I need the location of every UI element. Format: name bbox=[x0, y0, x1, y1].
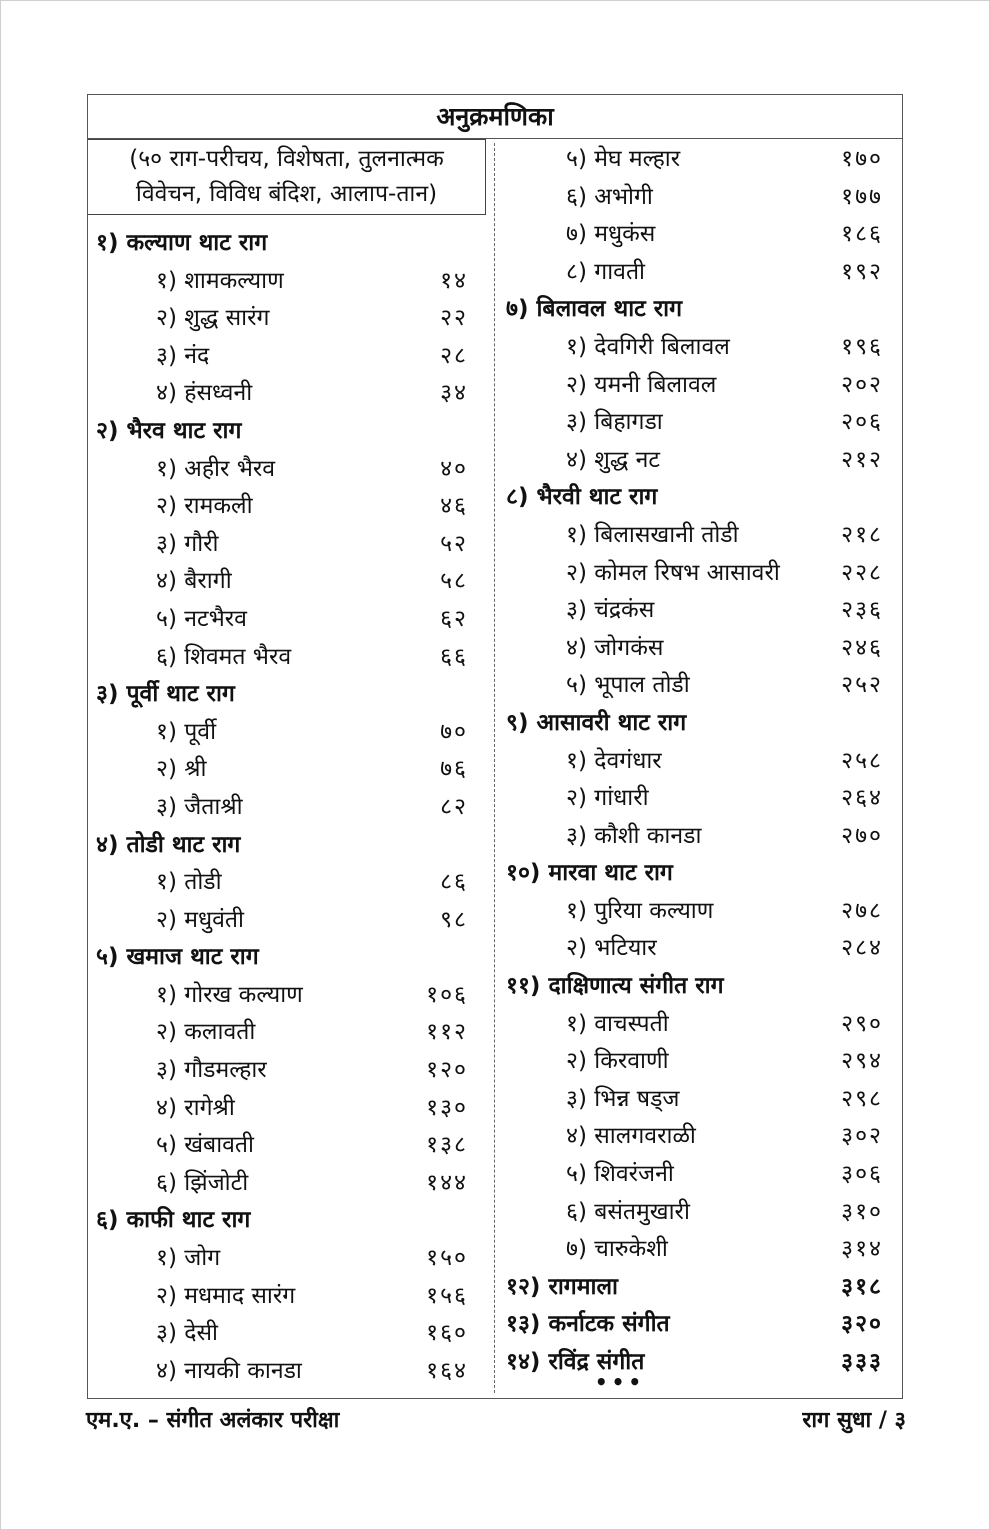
entry-label: ३) भिन्न षड्ज bbox=[566, 1085, 680, 1112]
entry-page-number: ४६ bbox=[440, 493, 468, 520]
entry-label: १) बिलासखानी तोडी bbox=[566, 521, 739, 548]
entry-label: ३) चंद्रकंस bbox=[566, 597, 655, 624]
toc-section-heading bbox=[96, 413, 476, 451]
entry-page-number: १९६ bbox=[841, 333, 883, 360]
toc-entry bbox=[506, 367, 891, 405]
entry-page-number: ६६ bbox=[440, 643, 468, 670]
toc-section-heading bbox=[506, 479, 891, 517]
entry-page-number: १५० bbox=[426, 1245, 468, 1272]
toc-section-heading bbox=[96, 676, 476, 714]
toc-section-heading bbox=[96, 1202, 476, 1240]
entry-page-number: ९८ bbox=[440, 906, 468, 933]
entry-label: १) शामकल्याण bbox=[156, 267, 284, 294]
toc-entry bbox=[96, 300, 476, 338]
entry-label: ६) अभोगी bbox=[566, 183, 653, 210]
entry-page-number: १४४ bbox=[426, 1169, 468, 1196]
toc-entry bbox=[96, 1052, 476, 1090]
toc-entry bbox=[506, 216, 891, 254]
entry-page-number: २२ bbox=[440, 305, 468, 332]
toc-entry bbox=[506, 555, 891, 593]
entry-page-number: २५८ bbox=[841, 747, 883, 774]
entry-label: ४) बैरागी bbox=[156, 568, 232, 595]
entry-label: १) तोडी bbox=[156, 869, 222, 896]
entry-page-number: २८ bbox=[440, 342, 468, 369]
toc-entry bbox=[96, 864, 476, 902]
entry-label: ३) कौशी कानडा bbox=[566, 822, 702, 849]
entry-label: ६) झिंजोटी bbox=[156, 1169, 249, 1196]
entry-page-number: ३०२ bbox=[841, 1123, 883, 1150]
entry-page-number: १६४ bbox=[426, 1357, 468, 1384]
entry-page-number: १७० bbox=[841, 146, 883, 172]
entry-label: १३) कर्नाटक संगीत bbox=[506, 1311, 670, 1338]
entry-page-number: २९४ bbox=[841, 1048, 883, 1075]
toc-section-heading bbox=[96, 225, 476, 263]
toc-entry bbox=[506, 442, 891, 480]
entry-page-number: १८६ bbox=[841, 221, 883, 248]
toc-entry bbox=[506, 630, 891, 668]
toc-entry bbox=[96, 639, 476, 677]
toc-entry bbox=[96, 451, 476, 489]
entry-label: ३) गौडमल्हार bbox=[156, 1057, 267, 1084]
entry-page-number: २७० bbox=[841, 822, 883, 849]
entry-label: २) मधमाद सारंग bbox=[156, 1282, 296, 1309]
toc-right-column bbox=[506, 141, 891, 1382]
footer-page-number: राग सुधा / ३ bbox=[802, 1408, 906, 1433]
toc-entry bbox=[96, 488, 476, 526]
entry-page-number: ४० bbox=[440, 455, 468, 482]
entry-page-number: २५२ bbox=[841, 672, 883, 699]
entry-label: ४) जोगकंस bbox=[566, 634, 664, 661]
toc-entry bbox=[506, 254, 891, 292]
entry-label: ४) सालगवराळी bbox=[566, 1123, 696, 1150]
entry-label: २) कोमल रिषभ आसावरी bbox=[566, 559, 780, 586]
toc-section-heading bbox=[506, 705, 891, 743]
toc-section-heading bbox=[96, 827, 476, 865]
toc-entry bbox=[96, 751, 476, 789]
entry-label: ४) तोडी थाट राग bbox=[96, 831, 241, 858]
footer-book-series: एम.ए. – संगीत अलंकार परीक्षा bbox=[86, 1408, 340, 1433]
entry-label: २) कलावती bbox=[156, 1019, 256, 1046]
toc-entry bbox=[506, 1118, 891, 1156]
toc-entry bbox=[506, 329, 891, 367]
intro-note-box bbox=[88, 139, 486, 215]
entry-page-number: ५२ bbox=[440, 530, 468, 557]
entry-label: ८) गावती bbox=[566, 258, 646, 285]
continuation-dots: ••• bbox=[594, 1370, 646, 1394]
toc-entry bbox=[506, 1081, 891, 1119]
entry-label: ४) नायकी कानडा bbox=[156, 1357, 302, 1384]
toc-section-heading bbox=[96, 939, 476, 977]
entry-label: ३) गौरी bbox=[156, 530, 219, 557]
entry-page-number: ७० bbox=[440, 718, 468, 745]
entry-label: ३) देसी bbox=[156, 1320, 218, 1347]
toc-section-heading bbox=[506, 1269, 891, 1307]
toc-entry bbox=[96, 1014, 476, 1052]
entry-label: १) पुरिया कल्याण bbox=[566, 897, 714, 924]
toc-entry bbox=[506, 1156, 891, 1194]
entry-label: १४) रविंद्र संगीत bbox=[506, 1349, 645, 1375]
entry-label: ४) हंसध्वनी bbox=[156, 380, 253, 407]
toc-entry bbox=[506, 141, 891, 179]
entry-label: २) मधुवंती bbox=[156, 906, 244, 933]
entry-label: ४) रागेश्री bbox=[156, 1094, 235, 1121]
entry-page-number: २९० bbox=[841, 1010, 883, 1037]
entry-label: ३) बिहागडा bbox=[566, 409, 663, 436]
toc-entry bbox=[96, 1090, 476, 1128]
entry-label: ११) दाक्षिणात्य संगीत राग bbox=[506, 973, 724, 1000]
entry-label: ६) काफी थाट राग bbox=[96, 1207, 251, 1234]
entry-page-number: १०६ bbox=[426, 981, 468, 1008]
toc-entry bbox=[506, 1043, 891, 1081]
entry-label: ६) बसंतमुखारी bbox=[566, 1198, 690, 1225]
entry-page-number: १३८ bbox=[426, 1132, 468, 1159]
toc-entry bbox=[506, 893, 891, 931]
table-of-contents bbox=[87, 94, 903, 1399]
entry-label: ७) चारुकेशी bbox=[566, 1236, 668, 1263]
entry-label: ८) भैरवी थाट राग bbox=[506, 484, 658, 511]
entry-page-number: १४ bbox=[440, 267, 468, 294]
entry-page-number: २८४ bbox=[841, 935, 883, 962]
entry-label: २) भटियार bbox=[566, 935, 657, 962]
entry-label: ७) मधुकंस bbox=[566, 221, 656, 248]
toc-entry bbox=[506, 1231, 891, 1269]
toc-entry bbox=[506, 1194, 891, 1232]
entry-label: ५) खंबावती bbox=[156, 1132, 255, 1159]
entry-label: १) वाचस्पती bbox=[566, 1010, 669, 1037]
entry-label: २) भैरव थाट राग bbox=[96, 417, 242, 444]
entry-label: ४) शुद्ध नट bbox=[566, 446, 660, 473]
entry-page-number: १५६ bbox=[426, 1282, 468, 1309]
entry-page-number: ८२ bbox=[440, 793, 468, 820]
entry-label: ५) मेघ मल्हार bbox=[566, 146, 681, 172]
entry-page-number: ३४ bbox=[440, 380, 468, 407]
entry-label: ५) खमाज थाट राग bbox=[96, 944, 259, 971]
entry-page-number: २२८ bbox=[841, 559, 883, 586]
toc-section-heading bbox=[506, 1306, 891, 1344]
toc-entry bbox=[96, 1165, 476, 1203]
entry-label: १०) मारवा थाट राग bbox=[506, 860, 673, 887]
entry-page-number: ३१४ bbox=[841, 1236, 883, 1263]
entry-page-number: २६४ bbox=[841, 785, 883, 812]
entry-page-number: २३६ bbox=[841, 597, 883, 624]
entry-label: ६) शिवमत भैरव bbox=[156, 643, 292, 670]
toc-entry bbox=[96, 902, 476, 940]
toc-entry bbox=[96, 714, 476, 752]
entry-label: ३) नंद bbox=[156, 342, 210, 369]
toc-section-heading bbox=[506, 291, 891, 329]
toc-entry bbox=[506, 780, 891, 818]
entry-page-number: ११२ bbox=[426, 1019, 468, 1046]
toc-section-heading bbox=[506, 968, 891, 1006]
toc-entry bbox=[96, 789, 476, 827]
entry-label: ५) भूपाल तोडी bbox=[566, 672, 690, 699]
entry-page-number: २९८ bbox=[841, 1085, 883, 1112]
entry-page-number: १७७ bbox=[841, 183, 883, 210]
toc-entry bbox=[96, 375, 476, 413]
entry-page-number: २७८ bbox=[841, 897, 883, 924]
intro-line-2: विवेचन, विविध बंदिश, आलाप-तान) bbox=[135, 181, 438, 207]
entry-page-number: ६२ bbox=[440, 605, 468, 632]
toc-entry bbox=[506, 404, 891, 442]
entry-label: ५) शिवरंजनी bbox=[566, 1161, 674, 1188]
toc-entry bbox=[506, 667, 891, 705]
page-title: अनुक्रमणिका bbox=[88, 95, 902, 139]
entry-label: ७) बिलावल थाट राग bbox=[506, 296, 683, 323]
entry-label: १) देवगिरी बिलावल bbox=[566, 333, 730, 360]
entry-label: १) गोरख कल्याण bbox=[156, 981, 303, 1008]
toc-left-column bbox=[96, 225, 476, 1390]
entry-page-number: ३१० bbox=[841, 1198, 883, 1225]
entry-page-number: ३१८ bbox=[841, 1273, 883, 1300]
toc-entry bbox=[506, 517, 891, 555]
toc-entry bbox=[96, 338, 476, 376]
toc-entry bbox=[96, 977, 476, 1015]
toc-entry bbox=[96, 601, 476, 639]
toc-entry bbox=[506, 743, 891, 781]
intro-line-1: (५० राग-परीचय, विशेषता, तुलनात्मक bbox=[129, 146, 444, 172]
entry-label: २) यमनी बिलावल bbox=[566, 371, 717, 398]
entry-label: ३) पूर्वी थाट राग bbox=[96, 681, 235, 708]
entry-page-number: ५८ bbox=[440, 568, 468, 595]
entry-page-number: ७६ bbox=[440, 756, 468, 783]
entry-label: २) किरवाणी bbox=[566, 1048, 669, 1075]
entry-label: ५) नटभैरव bbox=[156, 605, 247, 632]
toc-entry bbox=[506, 592, 891, 630]
entry-page-number: ३३३ bbox=[841, 1349, 883, 1375]
entry-page-number: १३० bbox=[426, 1094, 468, 1121]
entry-label: २) श्री bbox=[156, 756, 207, 783]
toc-entry bbox=[96, 526, 476, 564]
entry-label: १२) रागमाला bbox=[506, 1273, 619, 1300]
entry-page-number: ३०६ bbox=[841, 1161, 883, 1188]
toc-entry bbox=[96, 1240, 476, 1278]
toc-entry bbox=[96, 1353, 476, 1391]
toc-entry bbox=[96, 563, 476, 601]
toc-entry bbox=[96, 1278, 476, 1316]
entry-page-number: २१८ bbox=[841, 521, 883, 548]
entry-label: २) शुद्ध सारंग bbox=[156, 305, 270, 332]
entry-page-number: १२० bbox=[426, 1057, 468, 1084]
entry-label: २) रामकली bbox=[156, 493, 253, 520]
entry-label: १) देवगंधार bbox=[566, 747, 662, 774]
entry-label: १) अहीर भैरव bbox=[156, 455, 276, 482]
entry-label: १) पूर्वी bbox=[156, 718, 217, 745]
toc-section-heading bbox=[506, 1344, 891, 1382]
entry-page-number: २०६ bbox=[841, 409, 883, 436]
entry-page-number: १६० bbox=[426, 1320, 468, 1347]
toc-entry bbox=[96, 263, 476, 301]
toc-entry bbox=[506, 1006, 891, 1044]
entry-page-number: २१२ bbox=[841, 446, 883, 473]
toc-entry bbox=[506, 930, 891, 968]
entry-label: २) गांधारी bbox=[566, 785, 649, 812]
entry-page-number: ८६ bbox=[440, 869, 468, 896]
entry-page-number: १९२ bbox=[841, 258, 883, 285]
toc-section-heading bbox=[506, 855, 891, 893]
entry-label: ९) आसावरी थाट राग bbox=[506, 709, 687, 736]
toc-entry bbox=[96, 1315, 476, 1353]
toc-entry bbox=[506, 179, 891, 217]
entry-label: १) जोग bbox=[156, 1245, 221, 1272]
toc-entry bbox=[506, 818, 891, 856]
entry-page-number: ३२० bbox=[841, 1311, 883, 1338]
entry-label: १) कल्याण थाट राग bbox=[96, 230, 268, 256]
entry-page-number: २०२ bbox=[841, 371, 883, 398]
toc-entry bbox=[96, 1127, 476, 1165]
column-divider bbox=[494, 143, 495, 1393]
entry-page-number: २४६ bbox=[841, 634, 883, 661]
entry-label: ३) जैताश्री bbox=[156, 793, 243, 820]
